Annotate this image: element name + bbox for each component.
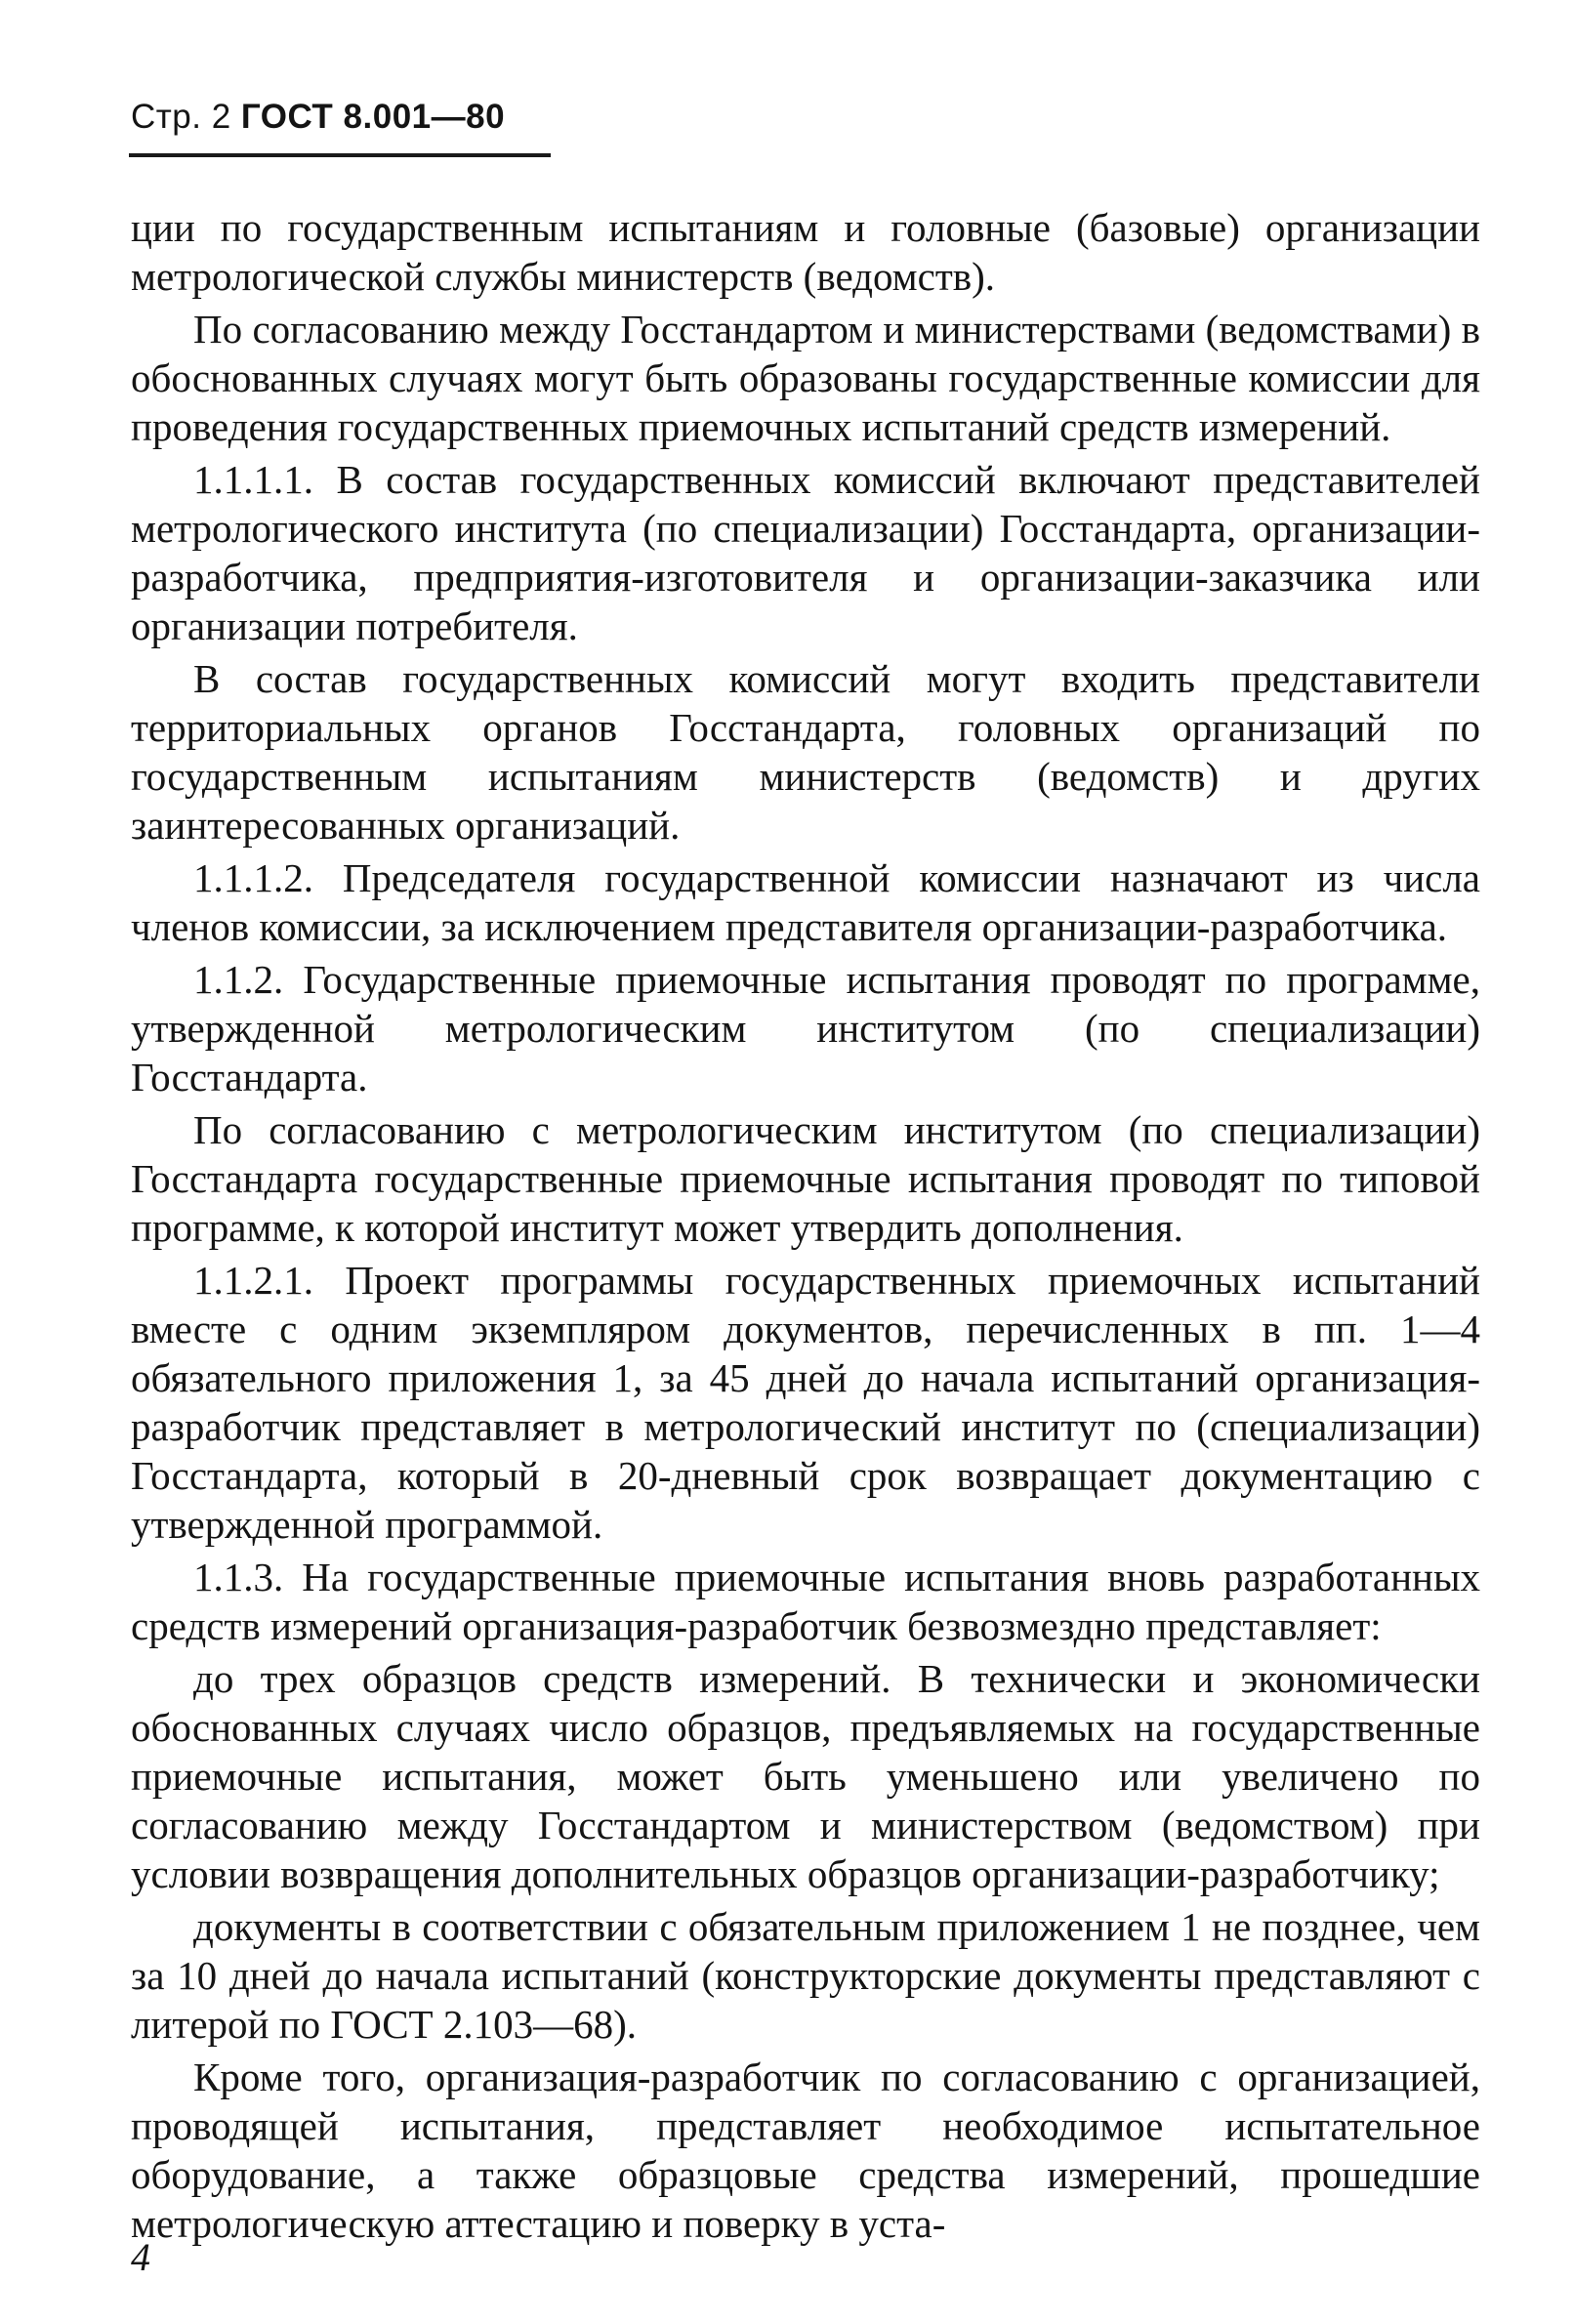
- paragraph-1-1-2: 1.1.2. Государственные приемочные испытания проводят по программе, утвержденной метрологическим институтом (по специализации) Госстандарта.: [131, 957, 1480, 1100]
- header-rule: [129, 153, 551, 157]
- paragraph-1-1-2-1: 1.1.2.1. Проект программы государственных приемочных испытаний вместе с одним экземпляром документов, перечисленных в пп. 1—4 обязательного приложения 1, за 45 дней до начала испытаний организация-разработчик представляет в метрологический институт по (специализации) Госстандарта, который в 20-дневный срок возвращает документацию с утвержденной программой.: [131, 1258, 1480, 1547]
- running-header: [131, 96, 505, 139]
- body-text: [131, 203, 1480, 2252]
- paragraph: По согласованию между Госстандартом и министерствами (ведомствами) в обоснованных случаях могут быть образованы государственные комиссии для проведения государственных приемочных испытаний средств измерений.: [131, 307, 1480, 449]
- page-label: Стр. 2: [131, 98, 231, 136]
- paragraph-1-1-3: 1.1.3. На государственные приемочные испытания вновь разработанных средств измерений организация-разработчик безвозмездно представляет:: [131, 1555, 1480, 1648]
- paragraph: По согласованию с метрологическим институтом (по специализации) Госстандарта государственные приемочные испытания проводят по типовой программе, к которой институт может утвердить дополнения.: [131, 1107, 1480, 1250]
- list-item-samples: до трех образцов средств измерений. В технически и экономически обоснованных случаях число образцов, предъявляемых на государственные приемочные испытания, может быть уменьшено или увеличено по согласованию между Госстандартом и министерством (ведомством) при условии возвращения дополнительных образцов организации-разработчику;: [131, 1656, 1480, 1896]
- paragraph-1-1-1-2: 1.1.1.2. Председателя государственной комиссии назначают из числа членов комиссии, за исключением представителя организации-разработчика.: [131, 855, 1480, 949]
- standard-designation: ГОСТ 8.001—80: [240, 98, 506, 136]
- list-item-documents: документы в соответствии с обязательным приложением 1 не позднее, чем за 10 дней до начала испытаний (конструкторские документы представляют с литерой по ГОСТ 2.103—68).: [131, 1904, 1480, 2047]
- paragraph: Кроме того, организация-разработчик по согласованию с организацией, проводящей испытания, представляет необходимое испытательное оборудование, а также образцовые средства измерений, прошедшие метрологическую аттестацию и поверку в уста-: [131, 2054, 1480, 2246]
- paragraph: В состав государственных комиссий могут входить представители территориальных органов Госстандарта, головных организаций по государственным испытаниям министерств (ведомств) и других заинтересованных организаций.: [131, 656, 1480, 848]
- paragraph-continuation: ции по государственным испытаниям и головные (базовые) организации метрологической службы министерств (ведомств).: [131, 205, 1480, 299]
- page-number: 4: [131, 2235, 150, 2279]
- paragraph-1-1-1-1: 1.1.1.1. В состав государственных комиссий включают представителей метрологического института (по специализации) Госстандарта, организации-разработчика, предприятия-изготовителя и организации-заказчика или организации потребителя.: [131, 457, 1480, 648]
